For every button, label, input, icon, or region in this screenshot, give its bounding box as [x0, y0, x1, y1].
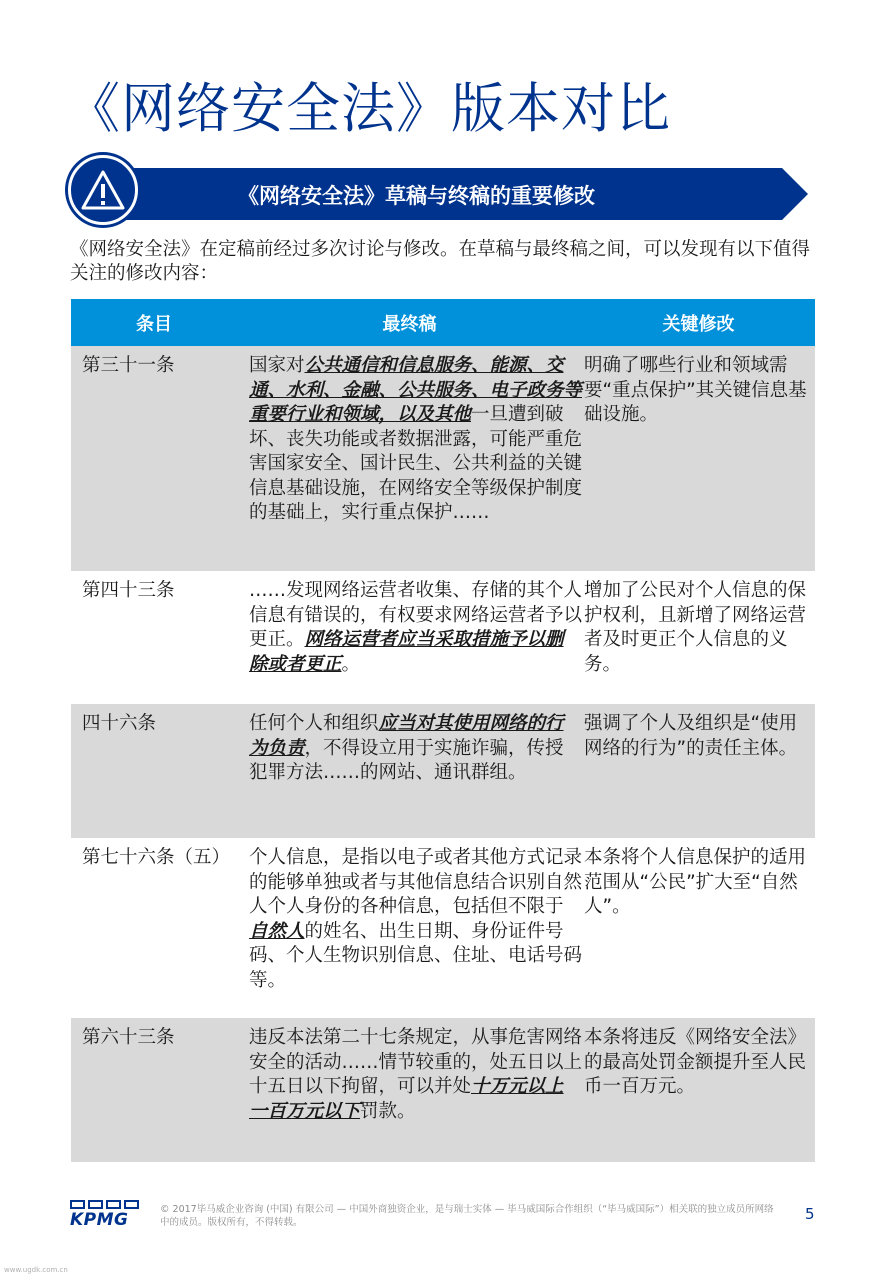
header-final-draft: 最终稿 [382, 313, 437, 335]
row-change: 增加了公民对个人信息的保护权利，且新增了网络运营者及时更正个人信息的义务。 [584, 580, 807, 675]
kpmg-logo [70, 1200, 142, 1234]
page-number: 5 [805, 1205, 815, 1223]
table-row [71, 346, 815, 571]
intro-paragraph: 《网络安全法》在定稿前经过多次讨论与修改。在草稿与最终稿之间，可以发现有以下值得关注的修改内容： [70, 239, 811, 284]
table-header [71, 299, 815, 346]
table-row [71, 838, 815, 1018]
final-text-plain: 的姓名、出生日期、身份证件号码、个人生物识别信息、住址、电话号码等。 [249, 920, 583, 991]
row-change: 本条将个人信息保护的适用范围从“公民”扩大至“自然人”。 [584, 847, 807, 917]
row-final-text [237, 838, 582, 1018]
table-row [71, 571, 815, 704]
footer-copyright: © 2017毕马威企业咨询 (中国) 有限公司 — 中国外商独资企业，是与瑞士实体 — 毕马威国际合作组织（“毕马威国际”）相关联的独立成员所网络中的成员。版权所有，不得转载。 [160, 1204, 774, 1228]
logo-wordmark: KPMG [70, 1210, 129, 1230]
section-banner [68, 155, 816, 229]
page-title: 《网络安全法》版本对比 [66, 77, 671, 140]
final-text-highlight: 应当对其使用网络的行为负责 [249, 713, 564, 759]
table-row [71, 704, 815, 838]
watermark: www.ugdk.com.cn [4, 1266, 68, 1274]
row-item: 四十六条 [82, 713, 157, 734]
header-key-change: 关键修改 [662, 313, 735, 335]
alert-badge [68, 155, 138, 225]
logo-squares-icon [70, 1200, 142, 1209]
table-row [71, 1018, 815, 1162]
row-final-text [237, 571, 582, 704]
alert-icon [79, 166, 127, 214]
row-change: 明确了哪些行业和领域需要“重点保护”其关键信息基础设施。 [584, 355, 807, 425]
row-change: 本条将违反《网络安全法》的最高处罚金额提升至人民币一百万元。 [584, 1027, 807, 1097]
row-final-text [237, 704, 582, 838]
final-text-plain: ，不得设立用于实施诈骗，传授犯罪方法……的网站、通讯群组。 [249, 737, 564, 783]
final-text-highlight: 十万元以上一百万元以下 [249, 1076, 564, 1122]
row-item: 第三十一条 [82, 355, 175, 376]
row-item: 第七十六条（五） [82, 847, 231, 868]
final-text-plain: ……发现网络运营者收集、存储的其个人信息有错误的，有权要求网络运营者予以更正。 [249, 580, 583, 650]
comparison-table [71, 299, 815, 1162]
row-final-text [237, 1018, 582, 1162]
final-text-plain: 罚款。 [360, 1100, 416, 1122]
final-text-highlight: 公共通信和信息服务、能源、交通、水利、金融、公共服务、电子政务等重要行业和领域，以及其他 [249, 355, 583, 425]
row-final-text [237, 346, 582, 571]
header-item: 条目 [136, 313, 172, 335]
row-change: 强调了个人及组织是“使用网络的行为”的责任主体。 [584, 713, 798, 759]
final-text-highlight: 网络运营者应当采取措施予以删除或者更正 [249, 629, 564, 675]
banner-title: 《网络安全法》草稿与终稿的重要修改 [238, 184, 595, 208]
final-text-plain: 违反本法第二十七条规定，从事危害网络安全的活动……情节较重的，处五日以上十五日以下拘留，可以并处 [249, 1027, 583, 1097]
row-item: 第四十三条 [82, 580, 175, 601]
final-text-plain: 个人信息，是指以电子或者其他方式记录的能够单独或者与其他信息结合识别自然人个人身份的各种信息，包括但不限于 [249, 847, 583, 917]
row-item: 第六十三条 [82, 1027, 175, 1048]
final-text-plain: 一旦遭到破坏、丧失功能或者数据泄露，可能严重危害国家安全、国计民生、公共利益的关键信息基础设施，在网络安全等级保护制度的基础上，实行重点保护…… [249, 404, 583, 523]
final-text-plain: 国家对 [249, 355, 305, 376]
final-text-plain: 。 [341, 653, 361, 675]
final-text-highlight: 自然人 [249, 920, 305, 942]
final-text-plain: 任何个人和组织 [249, 713, 379, 734]
